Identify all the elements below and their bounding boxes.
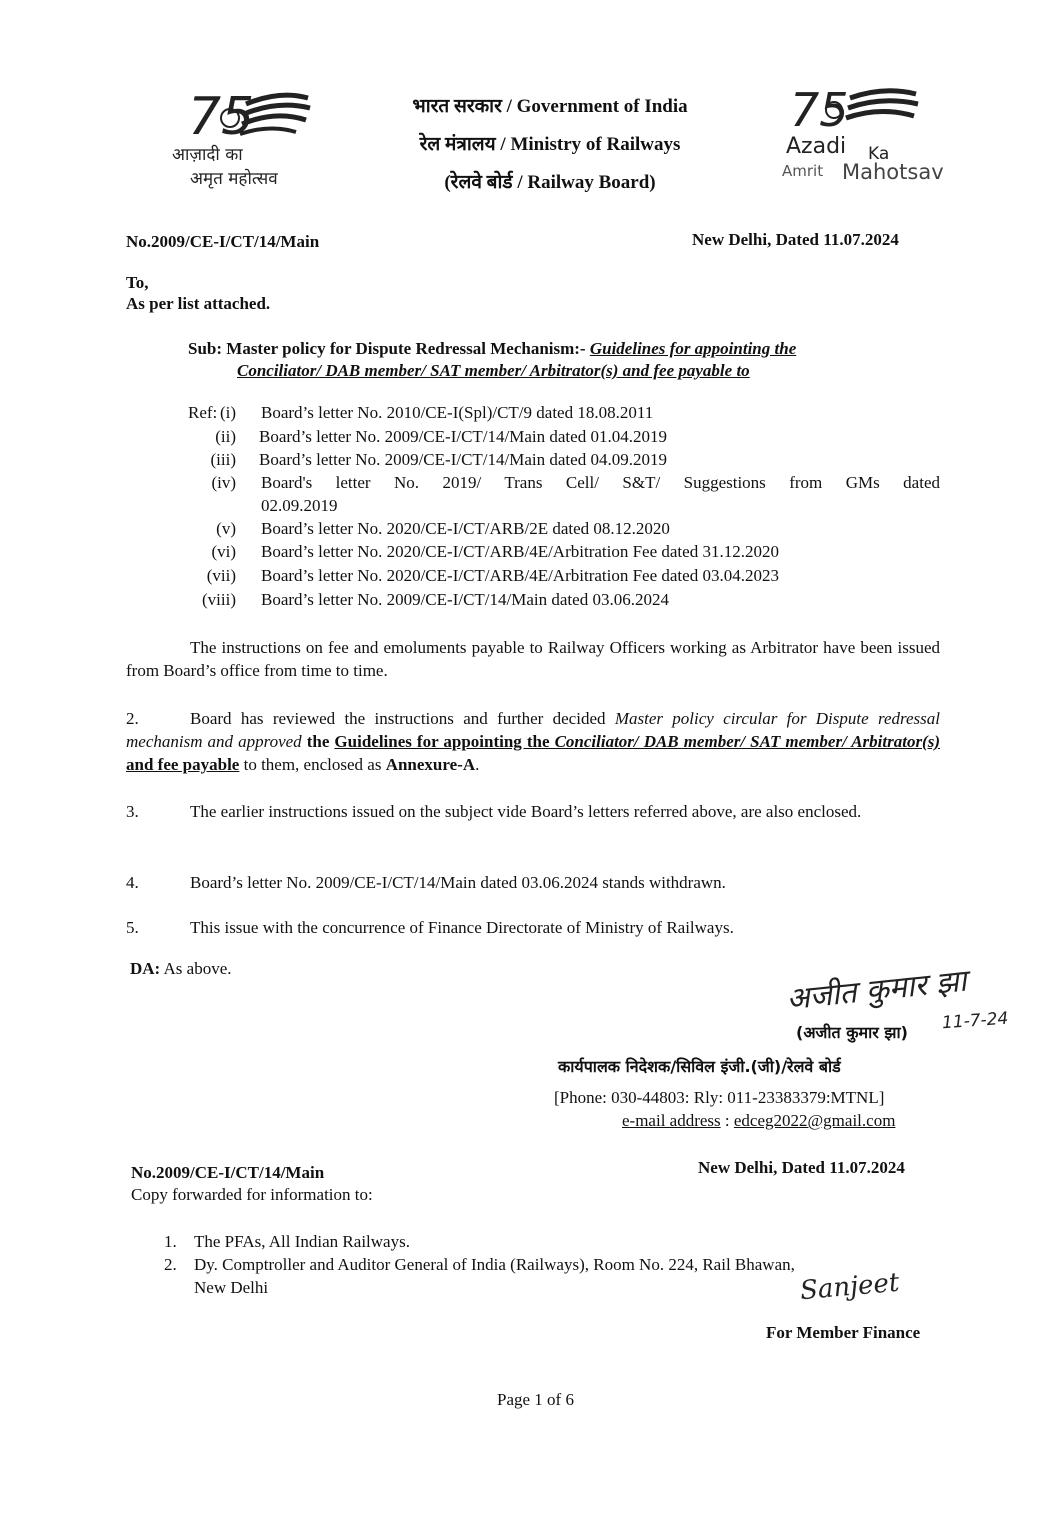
letter-number: No.2009/CE-I/CT/14/Main [126,232,320,251]
copy-item-num: 2. [164,1255,177,1274]
para2-enclosed: to them, enclosed as [239,755,386,774]
ref-text: Board’s letter No. 2010/CE-I(Spl)/CT/9 dated 18.08.2011 [261,403,654,422]
page-number: Page 1 of 6 [497,1390,574,1409]
copy-number: No.2009/CE-I/CT/14/Main [131,1163,325,1182]
para2-fee: and fee payable [126,755,240,774]
paragraph-2 [126,707,940,776]
copy-date: New Delhi, Dated 11.07.2024 [698,1158,905,1177]
ref-num: (viii) [202,590,236,609]
para4-text: Board’s letter No. 2009/CE-I/CT/14/Main dated 03.06.2024 stands withdrawn. [190,873,726,892]
para-num: 3. [126,802,139,821]
copy-item-text: The PFAs, All Indian Railways. [194,1232,410,1251]
ref-text: Board's letter No. 2019/ Trans Cell/ S&T/ Suggestions from GMs dated [261,473,940,492]
para-num: 2. [126,709,139,728]
ref-text: Board’s letter No. 2009/CE-I/CT/14/Main dated 04.09.2019 [259,450,667,469]
ref-text: Board’s letter No. 2009/CE-I/CT/14/Main dated 01.04.2019 [259,427,667,446]
ref-num: (iv) [211,473,236,492]
para2-text: Board has reviewed the instructions and further decided [190,709,615,728]
for-member-finance: For Member Finance [766,1323,921,1342]
para3-text: The earlier instructions issued on the subject vide Board’s letters referred above, are also enclosed. [190,802,862,821]
para5-text: This issue with the concurrence of Finance Directorate of Ministry of Railways. [190,918,734,937]
ref-num: (i) [219,403,236,422]
logo-right-word4: Mahotsav [842,160,944,184]
logo-mark: 75 [188,87,255,147]
finance-signature: Sanjeet [798,1267,901,1307]
paragraph-3 [126,800,940,823]
para2-end: . [475,755,480,774]
subject [188,338,940,360]
ref-text: Board’s letter No. 2020/CE-I/CT/ARB/2E dated 08.12.2020 [261,519,670,538]
copy-item-num: 1. [164,1232,177,1251]
subject-italic-2: Conciliator/ DAB member/ SAT member/ Arbitrator(s) and fee payable to [237,361,750,380]
logo-right-mark: 75 [790,83,849,137]
para2-annexure: Annexure-A [385,755,476,774]
subject-prefix: Sub: Master policy for Dispute Redressal Mechanism:- [188,339,586,358]
signatory-phone: [Phone: 030-44803: Rly: 011-23383379:MTNL] [554,1088,885,1107]
ref-text: Board’s letter No. 2009/CE-I/CT/14/Main dated 03.06.2024 [261,590,669,609]
paragraph-1: The instructions on fee and emoluments payable to Railway Officers working as Arbitrator have been issued from Board’s office from time to time. [126,638,940,680]
logo-left-line2: अमृत महोत्सव [190,169,278,189]
to-recipients: As per list attached. [126,294,271,313]
signature-date: 11-7-24 [941,1008,1009,1034]
logo-right-word3: Amrit [782,162,824,180]
letter-date: New Delhi, Dated 11.07.2024 [692,230,899,249]
logo-right [776,82,976,192]
subject-italic-1: Guidelines for appointing the [589,339,797,358]
email-link[interactable]: edceg2022@gmail.com [733,1111,896,1130]
copy-intro: Copy forwarded for information to: [131,1185,373,1204]
ref-num: (vii) [206,566,236,585]
da-label: DA: [130,959,161,978]
signatory-designation: कार्यपालक निदेशक/सिविल इंजी.(जी)/रेलवे बोर्ड [558,1057,841,1076]
title-line-3: (रेलवे बोर्ड / Railway Board) [444,172,656,193]
para2-bold: the [301,732,335,751]
ref-text: Board’s letter No. 2020/CE-I/CT/ARB/4E/Arbitration Fee dated 31.12.2020 [261,542,779,561]
ref-num: (vi) [211,542,236,561]
logo-right-word1: Azadi [786,134,847,159]
email-separator: : [720,1111,734,1130]
copy-item-text: Dy. Comptroller and Auditor General of India (Railways), Room No. 224, Rail Bhawan, [194,1255,795,1274]
handwritten-signature: अजीत कुमार झा [784,963,969,1018]
logo-left [160,84,340,194]
ref-num: (iii) [210,450,236,469]
signatory-name: (अजीत कुमार झा) [796,1023,908,1042]
da-line [130,958,232,980]
letterhead-title [360,88,740,202]
para-num: 5. [126,918,139,937]
ref-num: (ii) [215,427,236,446]
title-line-2: रेल मंत्रालय / Ministry of Railways [419,134,681,155]
logo-left-line1: आज़ादी का [172,145,243,165]
title-line-1: भारत सरकार / Government of India [412,96,688,117]
azadi-logo-right-icon [776,82,956,138]
signatory-email [622,1110,895,1132]
para2-italic: Master policy circular for Dispute redressal mechanism and approved [126,709,941,751]
to-line: To, [126,273,149,292]
copy-item-continuation: New Delhi [194,1278,269,1297]
email-label: e-mail address [622,1111,721,1130]
copy-item [164,1254,795,1276]
para-num: 4. [126,873,139,892]
ref-num: (v) [216,519,236,538]
para2-roles: Conciliator/ DAB member/ SAT member/ Arbitrator(s) [554,732,940,751]
logo-right-word2: Ka [868,144,890,164]
para2-guidelines: Guidelines for appointing the [334,732,555,751]
copy-item [164,1231,410,1253]
reference-continuation: 02.09.2019 [261,496,338,515]
ref-text: Board’s letter No. 2020/CE-I/CT/ARB/4E/Arbitration Fee dated 03.04.2023 [261,566,779,585]
da-text: As above. [160,959,232,978]
paragraph-4 [126,871,940,894]
paragraph-5 [126,916,940,939]
ref-label: Ref: [188,403,218,422]
